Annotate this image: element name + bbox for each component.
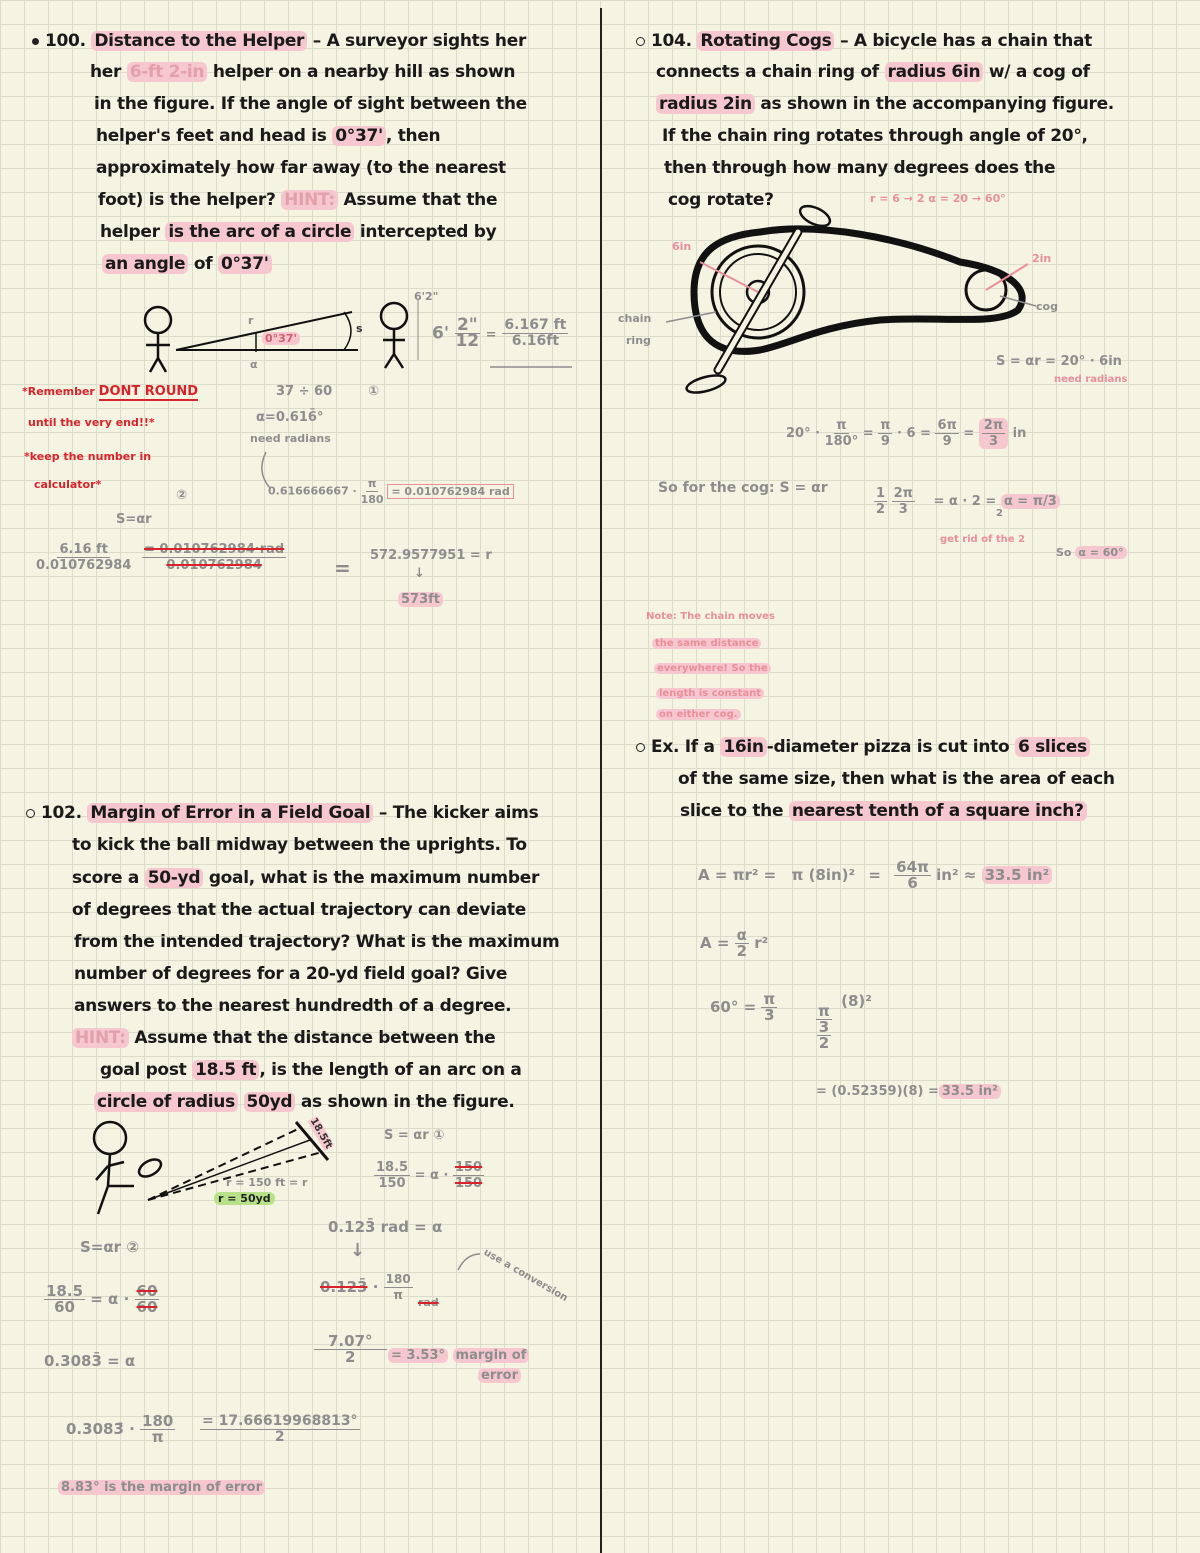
p100-text: intercepted by xyxy=(359,222,497,242)
p100-step-1: ① xyxy=(368,384,380,399)
p104-w2-text: = xyxy=(963,426,975,441)
ex-w2-text: r² xyxy=(754,934,769,952)
p102-text: , is the length of an arc on a xyxy=(259,1060,522,1080)
ex-answer-2: 33.5 in² xyxy=(939,1084,1001,1099)
p100-step-2: ② xyxy=(176,488,188,503)
p102-fig-distance: 18.5ft xyxy=(307,1116,335,1151)
ex-w1-text: ≈ xyxy=(963,866,977,884)
p104-w4-text: So xyxy=(1056,546,1072,559)
p100-text: helper on a nearby hill as shown xyxy=(212,62,516,82)
p104-w2-den: 9 xyxy=(942,434,952,449)
p102-work-8 xyxy=(44,1284,159,1315)
p102-work-6b xyxy=(388,1348,529,1363)
p100-conv-num: 2" xyxy=(456,315,478,335)
ex-w3-text: (8)² xyxy=(841,992,872,1010)
p102-work-7 xyxy=(80,1238,139,1256)
p102-conversion-note: use a conversion xyxy=(481,1246,570,1305)
ex-w1-num: 64π xyxy=(896,858,929,876)
p102-w10-den: π xyxy=(151,1428,164,1446)
p100-text: helper xyxy=(100,222,160,242)
p100-work-1: 37 ÷ 60 xyxy=(276,384,333,399)
p102-w10-result: = 17.66619968813° xyxy=(202,1413,358,1429)
p104-work-1: S = αr = 20° · 6in xyxy=(996,354,1122,369)
ex-w3-num: π xyxy=(763,990,776,1008)
p100-line-5: approximately how far away (to the nearest xyxy=(96,158,506,178)
p104-w2-num: π xyxy=(880,418,891,433)
p100-fig-angle: 0°37' xyxy=(262,332,300,345)
p104-w3-num: 2π xyxy=(893,486,913,501)
p100-conv-den: 12 xyxy=(455,331,480,351)
p100-w6-num: 6.16 ft xyxy=(59,542,108,557)
p102-w2-den: 150 xyxy=(378,1176,406,1191)
ex-w3-num: π xyxy=(818,1002,830,1020)
p100-text: , then xyxy=(385,126,441,146)
p100-note-line-3: *keep the number in xyxy=(24,450,152,463)
p102-w8-cancel: 60 xyxy=(136,1298,158,1316)
p102-w8-text: = α · xyxy=(90,1290,130,1308)
ex-line-2: of the same size, then what is the area of each xyxy=(678,769,1115,789)
note-text: *Remember xyxy=(22,385,95,398)
p100-conv-result: 6.167 ft xyxy=(504,317,567,333)
p102-w6-num: 7.07° xyxy=(314,1334,387,1350)
p100-w6-den: 0.010762984 xyxy=(36,558,132,573)
p104-line-5: then through how many degrees does the xyxy=(664,158,1056,178)
p100-work-3: need radians xyxy=(250,432,331,445)
down-arrow-icon: ↓ xyxy=(414,566,425,581)
down-arrow-icon: ↓ xyxy=(350,1240,366,1261)
p104-w2-num: 2π xyxy=(983,418,1004,433)
p100-work-2: α=0.616̄° xyxy=(256,410,324,425)
p100-fig-s: s xyxy=(356,322,363,335)
p104-w3-note: get rid of the 2 xyxy=(940,534,1026,545)
p104-note-2: the same distance xyxy=(652,638,761,649)
p104-w2-den: 3 xyxy=(988,434,998,449)
p104-note-3: everywhere! So the xyxy=(654,663,771,674)
p102-hint-label: HINT: xyxy=(72,1028,129,1048)
p104-note-4: length is constant xyxy=(656,688,764,699)
p104-w3-den: 3 xyxy=(898,502,908,517)
p100-text: helper's feet and head is xyxy=(96,126,327,146)
p100-height-highlight: 6-ft 2-in xyxy=(127,62,207,82)
ex-w2-num: α xyxy=(736,926,747,944)
p100-note-line-4: calculator* xyxy=(34,478,102,491)
ex-w1-den: 6 xyxy=(907,874,918,892)
p104-w2-num: 6π xyxy=(937,418,957,433)
p100-fig-alpha: α xyxy=(250,358,258,371)
p102-w10-text: 0.3083̄ · xyxy=(66,1420,135,1438)
ex-w3-den: 2 xyxy=(818,1034,830,1052)
ex-text: If a xyxy=(684,737,715,757)
p104-text: as shown in the accompanying figure. xyxy=(760,94,1114,114)
p104-work-2: 20° · $\frac{\pi}{180^\circ}$ = $\frac{\pi}{9}$ · 6 = $\frac{6\pi}{9}$ = $\frac{2\pi}{3}$ in xyxy=(786,418,1027,449)
p104-line-4: If the chain ring rotates through angle of 20°, xyxy=(662,126,1088,146)
p100-note-line-2: until the very end!!* xyxy=(28,416,155,429)
p100-text: – A surveyor sights her xyxy=(312,31,527,51)
p100-w6-result: 572.9577951 = r xyxy=(370,548,492,563)
ex-w1-unit: in² xyxy=(936,866,959,884)
p102-line-4: of degrees that the actual trajectory can deviate xyxy=(72,900,526,920)
p104-text: – A bicycle has a chain that xyxy=(840,31,1092,51)
p104-fig-ring: ring xyxy=(626,334,651,347)
p102-w2-cancel: 150 xyxy=(454,1176,483,1191)
ex-text: slice to the xyxy=(680,801,784,821)
ex-line-1 xyxy=(636,732,1090,763)
p104-w2-num: π xyxy=(836,418,847,433)
p102-step-1: ① xyxy=(433,1128,445,1143)
p100-w4-result: = 0.010762984 rad xyxy=(387,484,513,499)
p102-work-9: 0.3083̄ = α xyxy=(44,1352,136,1370)
p102-work-5 xyxy=(320,1272,439,1309)
ex-label: Ex. xyxy=(651,737,680,757)
p100-w6-equals: = xyxy=(334,556,351,580)
p102-line-6: number of degrees for a 20-yd field goal? Give xyxy=(74,964,508,984)
p102-work-3: 0.123̄ rad = α xyxy=(328,1218,443,1236)
p100-fig-r: r xyxy=(248,314,254,327)
p104-fig-cog: cog xyxy=(1036,300,1058,313)
p100-angle-highlight: 0°37' xyxy=(332,126,386,146)
p104-w3-result: α = π/3 xyxy=(1001,494,1060,509)
p104-w3-text: = xyxy=(985,494,997,509)
note-emphasis: DONT ROUND xyxy=(98,384,199,399)
p102-work-1 xyxy=(384,1128,444,1143)
football-icon xyxy=(136,1156,164,1180)
p100-w4-den: 180 xyxy=(360,493,384,506)
ex-w3-text: 60° = xyxy=(710,998,757,1016)
p100-text: of xyxy=(193,254,213,274)
p100-title: Distance to the Helper xyxy=(91,31,307,51)
p102-w1-text: S = αr xyxy=(384,1128,429,1143)
p104-w2-den: 9 xyxy=(880,434,890,449)
p104-work-3b xyxy=(874,486,1060,517)
p100-fig-height: 6'2" xyxy=(414,290,439,303)
p100-text: her xyxy=(90,62,122,82)
p102-w2-num: 18.5 xyxy=(376,1160,409,1175)
p102-work-10b xyxy=(200,1414,360,1445)
ex-work-3 xyxy=(710,992,777,1023)
p102-title: Margin of Error in a Field Goal xyxy=(87,803,373,823)
p100-work-5: S=αr xyxy=(116,512,152,527)
p102-answer-1-label: margin of xyxy=(453,1348,530,1363)
p102-distance-highlight: 50-yd xyxy=(145,868,203,888)
p104-w2-text: 20° xyxy=(786,426,811,441)
p102-w2-cancel: 150 xyxy=(454,1160,483,1175)
ex-w2-text: A = xyxy=(700,934,730,952)
p102-w8-cancel: 60 xyxy=(136,1282,158,1300)
p100-text: Assume that the xyxy=(343,190,498,210)
p102-w8-den: 60 xyxy=(54,1298,75,1316)
p102-text: circle of radius xyxy=(94,1092,238,1112)
p104-w3-den: 2 xyxy=(876,502,886,517)
curved-arrow-icon xyxy=(458,1254,480,1270)
p104-number: 104. xyxy=(651,31,692,51)
p104-w2-unit: in xyxy=(1012,426,1027,441)
p104-work-3 xyxy=(658,480,828,496)
kicker-stick-figure xyxy=(94,1122,126,1154)
p102-answer-1: = 3.53° xyxy=(388,1348,448,1363)
p102-w5-cancel: rad xyxy=(417,1296,439,1309)
p102-w10-den2: 2 xyxy=(274,1429,285,1445)
p100-hint-label: HINT: xyxy=(281,190,338,210)
p102-step-2: ② xyxy=(126,1238,140,1256)
ex-w2-den: 2 xyxy=(736,942,748,960)
p104-w3-den2: 2 xyxy=(996,508,1003,519)
p100-number: 100. xyxy=(45,31,86,51)
ex-w3-mid: 3 xyxy=(818,1018,830,1036)
p102-text: Assume that the distance between the xyxy=(134,1028,496,1048)
ex-w3-den: 3 xyxy=(764,1006,775,1024)
p100-conversion: 6' $\frac{2"}{12}$ = $\frac{6.167 ft}{6.16ft}$ xyxy=(432,315,567,351)
p104-text: w/ a cog of xyxy=(988,62,1090,82)
p102-fig-radius-yd: r = 50yd xyxy=(214,1192,275,1205)
p102-w10-num: 180 xyxy=(142,1412,174,1430)
p104-w2-den: 180° xyxy=(824,434,859,449)
p102-text: goal post xyxy=(100,1060,187,1080)
p102-w5-den: π xyxy=(393,1288,403,1302)
p100-line-3: in the figure. If the angle of sight between the xyxy=(94,94,527,114)
p100-text: an angle xyxy=(102,254,188,274)
ex-work-3b xyxy=(816,992,872,1051)
ex-work-4 xyxy=(816,1084,1001,1099)
ex-w1-text: A = πr² = xyxy=(698,866,777,884)
p104-radius-highlight: radius 6in xyxy=(885,62,984,82)
p100-w4-text: 0.616666667 · xyxy=(268,484,357,498)
ex-diameter-highlight: 16in xyxy=(720,737,766,757)
p100-conv-rounded: 6.16ft xyxy=(511,333,560,349)
p102-w5-text: 0.123̄ xyxy=(320,1278,368,1296)
p102-work-2 xyxy=(374,1160,484,1191)
p104-need-radians: need radians xyxy=(1054,374,1128,385)
p104-radius-highlight: radius 2in xyxy=(656,94,755,114)
p104-text: connects a chain ring of xyxy=(656,62,879,82)
p104-w2-text: · 6 = xyxy=(897,426,931,441)
p102-line-7: answers to the nearest hundredth of a degree. xyxy=(74,996,512,1016)
ex-work-2 xyxy=(700,928,768,959)
p104-fig-2in: 2in xyxy=(1032,252,1052,265)
p102-w8-num: 18.5 xyxy=(46,1282,84,1300)
p102-radius-highlight: 50yd xyxy=(244,1092,296,1112)
p100-w4-num: π xyxy=(367,477,377,490)
p100-w6-cancel-den: 0.010762984 xyxy=(166,558,262,573)
p104-w3-text: So for the cog: xyxy=(658,480,775,496)
p100-w6-cancel-num: = 0.010762984·rad xyxy=(144,542,285,557)
p102-w2-text: = α · xyxy=(414,1168,449,1183)
p104-title: Rotating Cogs xyxy=(697,31,834,51)
p104-line-6: cog rotate? xyxy=(668,190,774,210)
p102-work-10 xyxy=(66,1414,175,1445)
bullet-icon xyxy=(636,743,645,752)
p102-w6-den: 2 xyxy=(345,1348,356,1366)
p100-conv-text: 6' xyxy=(432,323,450,344)
ex-work-1 xyxy=(698,860,1052,891)
p102-text: as shown in the figure. xyxy=(300,1092,515,1112)
p102-w5-dot: · xyxy=(372,1278,379,1296)
ex-text: -diameter pizza is cut into xyxy=(766,737,1010,757)
p100-answer: 573ft xyxy=(398,592,443,607)
p104-bicycle-figure xyxy=(0,0,1200,400)
ex-precision-highlight: nearest tenth of a square inch? xyxy=(789,801,1087,821)
p104-note-5: on either cog. xyxy=(656,709,741,720)
p102-w5-num: 180 xyxy=(385,1272,411,1286)
p104-fig-6in: 6in xyxy=(672,240,692,253)
p102-work-6 xyxy=(314,1334,387,1365)
p102-line-2: to kick the ball midway between the uprights. To xyxy=(72,835,527,855)
ex-w1-text: π (8in)² xyxy=(791,866,856,884)
p104-fig-chain: chain xyxy=(618,312,652,325)
p104-side-note: r = 6 → 2 α = 20 → 60° xyxy=(870,192,1006,205)
ex-line-3 xyxy=(680,796,1087,827)
ex-answer-1: 33.5 in² xyxy=(982,866,1053,884)
p104-answer: α = 60° xyxy=(1075,546,1126,559)
p100-angle-highlight: 0°37' xyxy=(218,254,272,274)
ex-slices-highlight: 6 slices xyxy=(1015,737,1090,757)
p104-work-4 xyxy=(1056,546,1127,559)
p102-number: 102. xyxy=(41,803,82,823)
p104-note-1: Note: The chain moves xyxy=(646,611,775,622)
p104-w3-num: 1 xyxy=(876,486,886,501)
p100-text: foot) is the helper? xyxy=(98,190,276,210)
p104-w3-text: S = αr xyxy=(779,480,828,496)
p102-text: goal, what is the maximum number xyxy=(208,868,540,888)
ex-w1-text: = xyxy=(868,866,881,884)
p102-answer-2: 8.83° is the margin of error xyxy=(58,1480,265,1495)
pedal-bottom xyxy=(685,372,727,396)
p102-line-5: from the intended trajectory? What is the maximum xyxy=(74,932,560,952)
p102-w7-text: S=αr xyxy=(80,1238,122,1256)
p102-length-highlight: 18.5 ft xyxy=(192,1060,259,1080)
p102-answer-1-label-2: error xyxy=(478,1368,521,1383)
p104-w3-text: = α · 2 xyxy=(933,494,981,509)
p100-arc-highlight: is the arc of a circle xyxy=(165,222,354,242)
p102-text: – The kicker aims xyxy=(378,803,539,823)
ex-w4-text: = (0.52359)(8) = xyxy=(816,1084,939,1099)
p102-text: score a xyxy=(72,868,140,888)
p102-fig-radius-ft: r = 150 ft = r xyxy=(226,1176,308,1189)
